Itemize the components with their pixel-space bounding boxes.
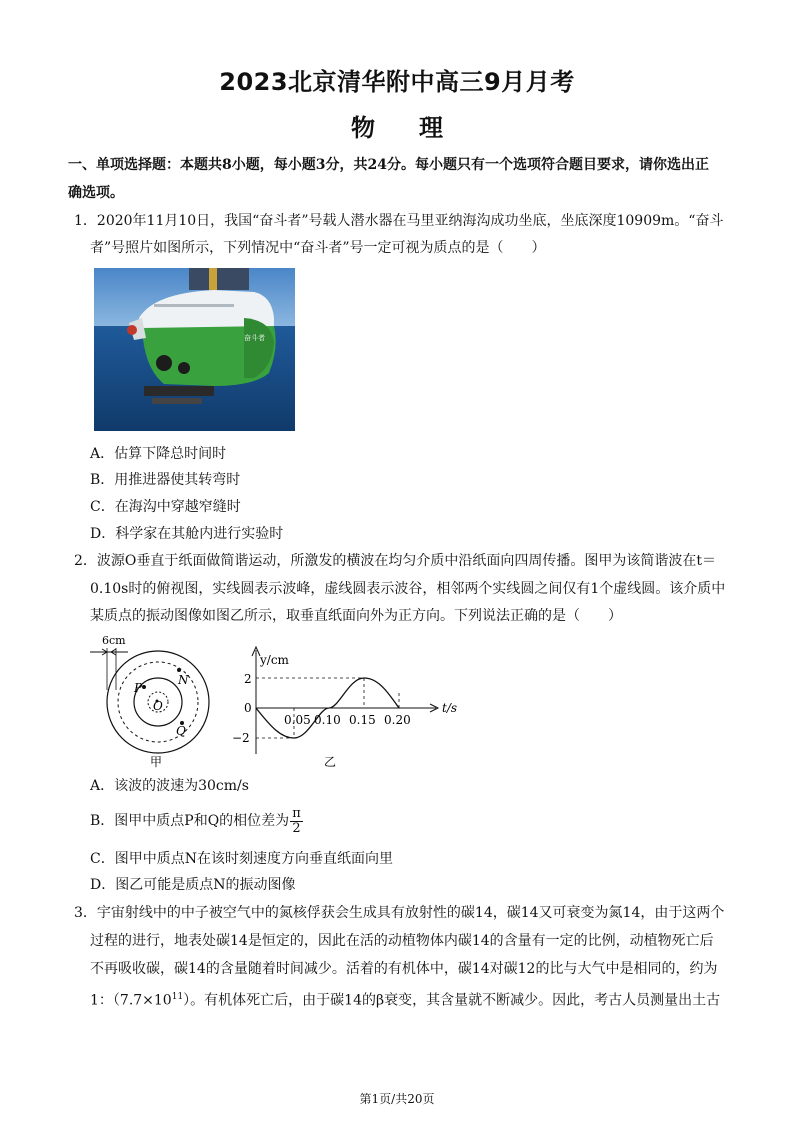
figure-yi — [232, 647, 457, 769]
page-footer: 第1页/共20页 — [359, 1092, 435, 1106]
q2-option-a[interactable]: A．该波的波速为30cm/s — [90, 778, 249, 794]
spacing-label: 6cm — [102, 634, 126, 647]
submersible-photo — [94, 268, 295, 431]
caption-jia: 甲 — [150, 755, 163, 769]
y-tick-0: 0 — [244, 701, 252, 715]
q1-option-a[interactable]: A．估算下降总时间时 — [90, 446, 227, 462]
q2-option-c[interactable]: C．图甲中质点N在该时刻速度方向垂直纸面向里 — [90, 851, 393, 867]
q2-stem-line3: 某质点的振动图像如图乙所示，取垂直纸面向外为正方向。下列说法正确的是（ ） — [90, 608, 622, 624]
section-heading-line1: 一、单项选择题：本题共8小题，每小题3分，共24分。每小题只有一个选项符合题目要求，请你选出正 — [68, 157, 709, 173]
q3-stem-line4: 1：$(7.7\times 10^{11})$。有机体死亡后，由于碳14的β衰变，其含量就不断减少。因此，考古人员测量出土古 — [90, 992, 721, 1009]
caption-yi: 乙 — [324, 755, 337, 769]
x-tick-010: 0.10 — [314, 713, 341, 727]
y-tick-2: 2 — [244, 672, 252, 686]
x-tick-015: 0.15 — [349, 713, 376, 727]
q1-stem-line1: 1．2020年11月10日，我国“奋斗者”号载人潜水器在马里亚纳海沟成功坐底，坐底深度10909m。“奋斗 — [74, 213, 724, 229]
pi-over-2-fraction: $\frac{\pi}{2}$ — [292, 805, 301, 836]
q1-option-d[interactable]: D．科学家在其舱内进行实验时 — [90, 526, 284, 542]
y-axis-label: y/cm — [260, 653, 289, 667]
q3-stem-line1: 3．宇宙射线中的中子被空气中的氮核俘获会生成具有放射性的碳14，碳14又可衰变为氮14，由于这两个 — [74, 905, 725, 921]
q2-figures — [86, 632, 466, 772]
x-tick-020: 0.20 — [384, 713, 411, 727]
y-tick-neg2: −2 — [232, 731, 250, 745]
x-tick-005: 0.05 — [284, 713, 311, 727]
q1-stem-line2: 者”号照片如图所示，下列情况中“奋斗者”号一定可视为质点的是（ ） — [90, 240, 546, 256]
page-title: 2023北京清华附中高三9月月考 — [219, 68, 575, 96]
label-q: Q — [176, 724, 186, 738]
q2-option-b-text: B．图甲中质点P和Q的相位差为 — [90, 813, 290, 829]
q2-option-d[interactable]: D．图乙可能是质点N的振动图像 — [90, 877, 296, 893]
label-o: O — [153, 699, 163, 713]
q2-option-b[interactable] — [90, 803, 303, 839]
q2-stem-line1: 2．波源O垂直于纸面做简谐运动，所激发的横波在均匀介质中沿纸面向四周传播。图甲为该简谐波在t＝ — [74, 553, 717, 569]
q1-option-b[interactable]: B．用推进器使其转弯时 — [90, 472, 241, 488]
subject-char-2: 理 — [419, 114, 443, 142]
figure-jia — [90, 634, 209, 769]
q1-option-c[interactable]: C．在海沟中穿越窄缝时 — [90, 499, 241, 515]
q2-stem-line2: 0.10s时的俯视图，实线圆表示波峰，虚线圆表示波谷，相邻两个实线圆之间仅有1个虚线圆。该介质中 — [90, 581, 726, 597]
q3-stem-line2: 过程的进行，地表处碳14是恒定的，因此在活的动植物体内碳14的含量有一定的比例，动植物死亡后 — [90, 933, 714, 949]
x-axis-label: t/s — [442, 701, 458, 715]
q3-stem-line3: 不再吸收碳，碳14的含量随着时间减少。活着的有机体中，碳14对碳12的比与大气中是相同的，约为 — [90, 961, 718, 977]
label-p: P — [134, 681, 143, 695]
label-n: N — [178, 673, 189, 687]
subject-title — [0, 108, 794, 143]
hull-name-text: 奋斗者 — [244, 334, 265, 342]
section-heading-line2: 确选项。 — [68, 185, 124, 201]
subject-char-1: 物 — [351, 114, 375, 142]
